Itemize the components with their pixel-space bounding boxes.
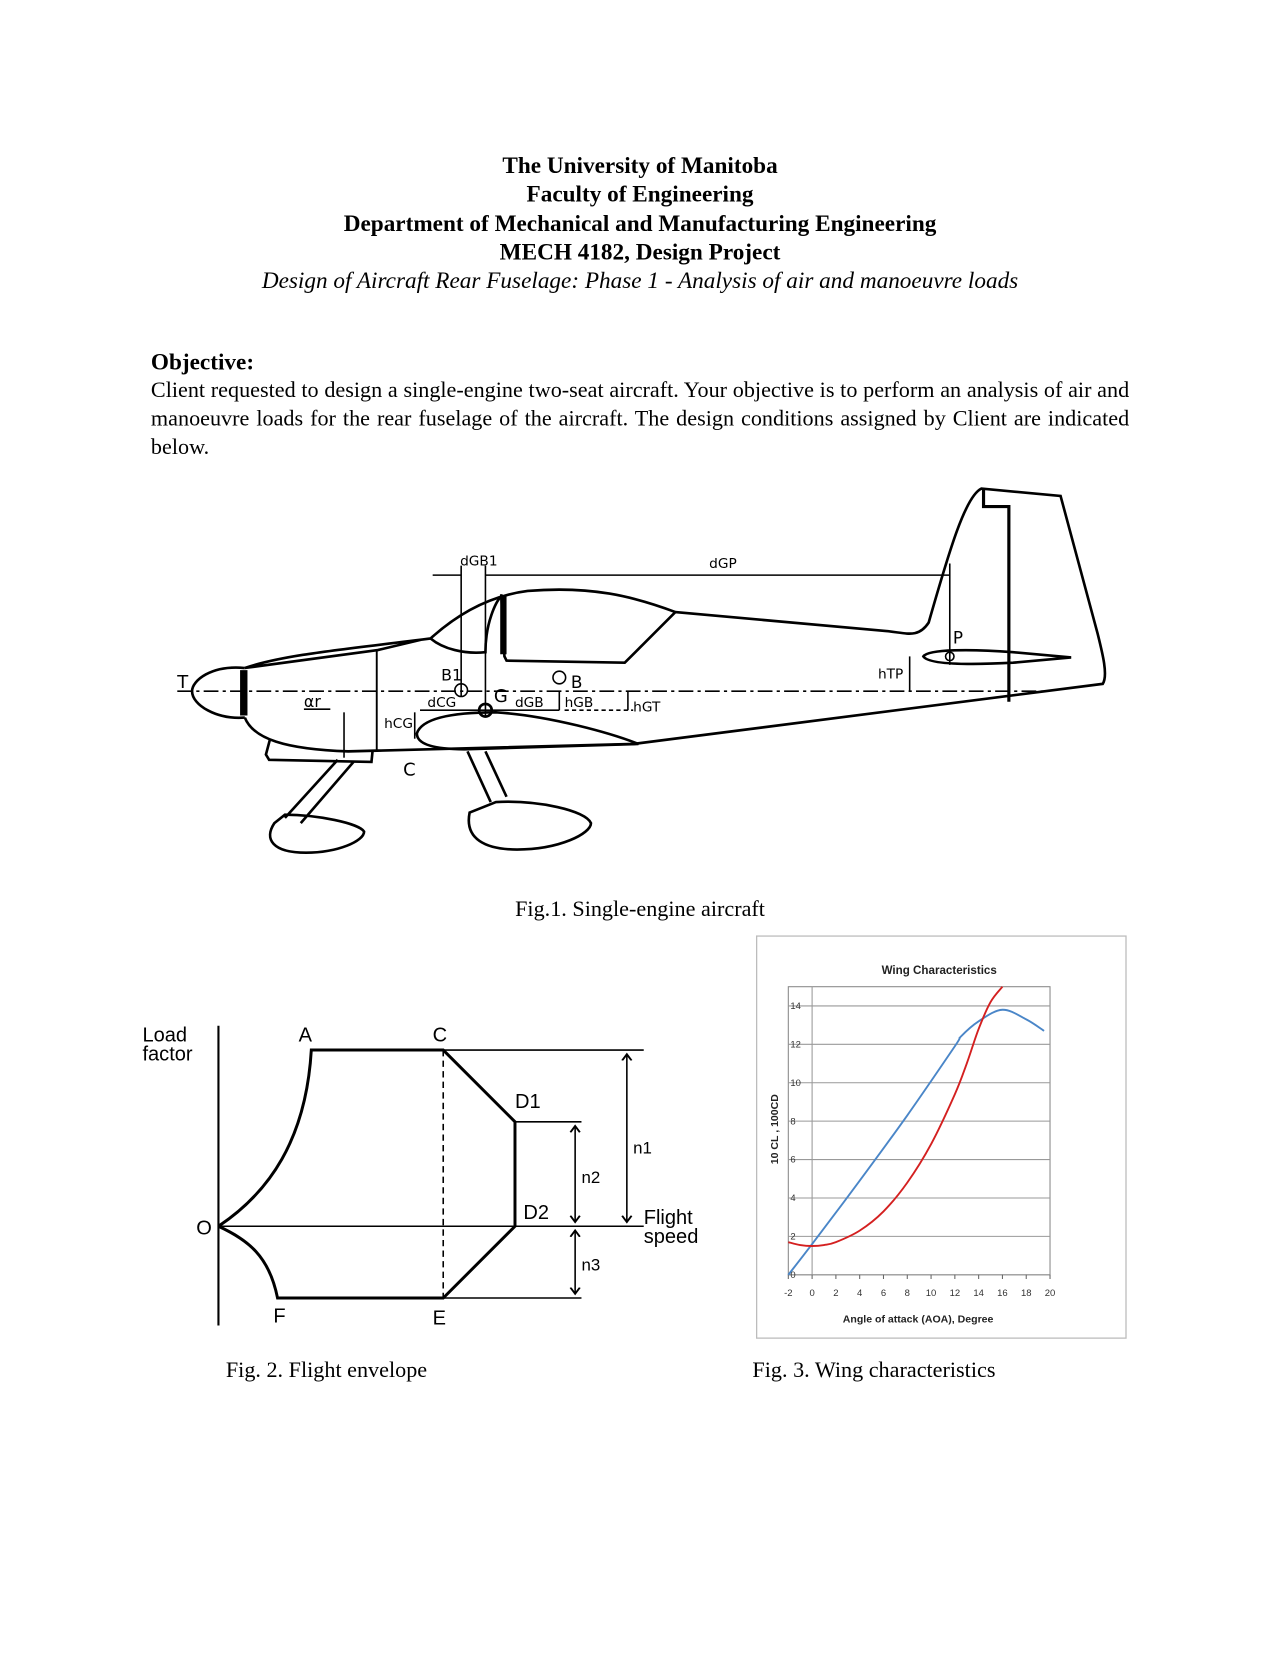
course-title: MECH 4182, Design Project	[499, 238, 781, 265]
label-b: B	[570, 672, 583, 693]
x-tick-label: 14	[973, 1287, 984, 1299]
point-f: F	[273, 1305, 286, 1328]
x-tick-label: 16	[997, 1287, 1008, 1299]
y-axis-label-line1: Load	[142, 1024, 188, 1047]
university-title: The University of Manitoba	[502, 151, 778, 179]
objective-text: Client requested to design a single-engine two-seat aircraft. Your objective is to perform an analysis of air and manoeuvre loads for the rear fuselage of the aircraft. The design conditions assigned by Client are indicated below.	[150, 376, 1130, 460]
x-tick-label: 10	[925, 1287, 937, 1299]
label-dgb1: dGB1	[460, 553, 498, 570]
label-g: G	[493, 685, 508, 707]
label-b1: B1	[441, 665, 463, 685]
y-tick-label: 2	[790, 1231, 796, 1243]
x-axis-label-line1: Flight	[643, 1207, 693, 1230]
x-axis-label-line2: speed	[643, 1226, 699, 1249]
y-tick-label: 14	[790, 1001, 801, 1013]
x-tick-label: 2	[833, 1287, 839, 1299]
label-hgb: hGB	[564, 695, 594, 712]
label-t: T	[177, 672, 189, 694]
label-dcg: dCG	[427, 695, 457, 712]
label-n3: n3	[581, 1255, 601, 1275]
y-tick-label: 12	[790, 1039, 801, 1051]
x-tick-label: 8	[904, 1287, 910, 1299]
label-hcg: hCG	[384, 716, 414, 733]
point-a: A	[298, 1024, 313, 1047]
label-dgp: dGP	[709, 555, 737, 572]
label-hgt: hGT	[633, 699, 661, 716]
x-tick-label: 0	[809, 1287, 815, 1299]
y-tick-label: 0	[790, 1269, 796, 1281]
objective-heading: Objective:	[150, 348, 255, 375]
fig2-caption: Fig. 2. Flight envelope	[225, 1357, 428, 1383]
chart-title: Wing Characteristics	[881, 964, 997, 978]
y-tick-label: 6	[790, 1154, 796, 1166]
x-tick-label: 18	[1020, 1287, 1032, 1299]
label-p: P	[952, 627, 964, 648]
label-c: C	[403, 759, 416, 781]
y-tick-label: 4	[790, 1193, 796, 1205]
x-tick-label: 20	[1044, 1287, 1056, 1299]
project-subtitle: Design of Aircraft Rear Fuselage: Phase 1 - Analysis of air and manoeuvre loads	[261, 266, 1019, 294]
x-axis-title: Angle of attack (AOA), Degree	[842, 1313, 994, 1326]
label-n1: n1	[633, 1138, 652, 1158]
point-o: O	[196, 1217, 212, 1240]
point-d1: D1	[514, 1091, 541, 1114]
x-tick-label: 4	[857, 1287, 863, 1299]
fig1-caption: Fig.1. Single-engine aircraft	[515, 895, 765, 922]
x-tick-label: -2	[784, 1287, 793, 1299]
label-n2: n2	[581, 1167, 601, 1187]
y-tick-label: 10	[790, 1077, 801, 1089]
fig3-caption: Fig. 3. Wing characteristics	[752, 1357, 996, 1383]
x-tick-label: 12	[949, 1287, 961, 1299]
point-c: C	[432, 1024, 448, 1047]
label-dgb: dGB	[514, 695, 544, 712]
y-tick-label: 8	[790, 1116, 796, 1128]
department-title: Department of Mechanical and Manufacturing Engineering	[343, 210, 937, 237]
label-alpha: αr	[303, 692, 321, 712]
y-axis-label-line2: factor	[142, 1043, 193, 1066]
label-htp: hTP	[878, 666, 904, 683]
x-tick-label: 6	[880, 1287, 887, 1299]
point-d2: D2	[523, 1201, 550, 1224]
y-axis-title: 10 CL , 100CD	[768, 1094, 781, 1165]
faculty-title: Faculty of Engineering	[526, 180, 754, 207]
point-e: E	[432, 1307, 447, 1330]
